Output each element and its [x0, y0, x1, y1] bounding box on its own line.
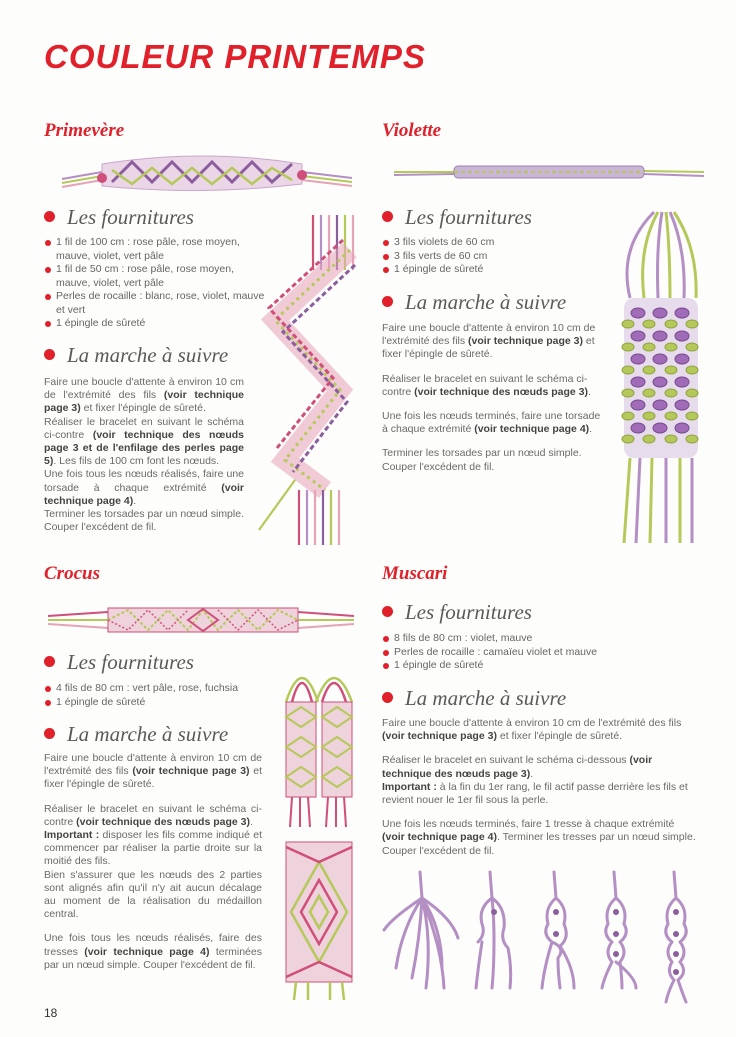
step-paragraph: Réaliser le bracelet en suivant le schéma ci-dessous (voir technique des nœuds page 3).	[382, 754, 653, 780]
list-item: 3 fils verts de 60 cm	[382, 250, 602, 264]
page-number: 18	[44, 1006, 58, 1020]
bullet-icon	[44, 349, 55, 360]
violette-title: Violette	[382, 120, 442, 141]
primevere-supplies-heading: Les fournitures	[44, 205, 194, 230]
muscari-supplies-heading: Les fournitures	[382, 600, 532, 625]
muscari-steps-heading: La marche à suivre	[382, 686, 566, 711]
muscari-step-diagrams	[382, 868, 700, 1018]
step-paragraph: Une fois les nœuds terminés, faire 1 tresse à chaque extrémité (voir technique page 4). Terminer les tresses par un nœud simple. Couper l'excédent de fil.	[382, 818, 696, 857]
list-item: 3 fils violets de 60 cm	[382, 236, 602, 250]
step-paragraph: Bien s'assurer que les nœuds des 2 parties sont alignés afin qu'il n'y ait aucun décalage au moment de la réalisation du médaillon central.	[44, 868, 262, 921]
list-item: 4 fils de 80 cm : vert pâle, rose, fuchsia	[44, 682, 274, 696]
bullet-icon	[382, 296, 393, 307]
list-item: Perles de rocaille : camaïeu violet et mauve	[382, 646, 702, 660]
list-item: 1 fil de 100 cm : rose pâle, rose moyen, mauve, violet, vert pâle	[44, 236, 266, 263]
step-paragraph: Faire une boucle d'attente à environ 10 cm de l'extrémité des fils (voir technique page 3) et fixer l'épingle de sûreté.	[44, 376, 244, 415]
list-item: 1 épingle de sûreté	[382, 659, 702, 673]
muscari-title: Muscari	[382, 563, 448, 584]
violette-bracelet-illustration	[394, 160, 704, 184]
crocus-bracelet-illustration	[48, 600, 354, 640]
primevere-knot-diagram	[255, 210, 365, 550]
primevere-supplies-list	[44, 236, 266, 331]
violette-knot-diagram	[610, 208, 702, 548]
bullet-icon	[44, 728, 55, 739]
violette-steps-heading: La marche à suivre	[382, 290, 566, 315]
step-paragraph: Une fois les nœuds terminés, faire une torsade à chaque extrémité (voir technique page 4).	[382, 410, 601, 436]
step-paragraph: Faire une boucle d'attente à environ 10 cm de l'extrémité des fils (voir technique page 3) et fixer l'épingle de sûreté.	[382, 322, 596, 361]
bullet-icon	[44, 656, 55, 667]
step-paragraph: Réaliser le bracelet en suivant le schéma ci-contre (voir technique des nœuds page 3).	[382, 372, 591, 398]
bullet-icon	[382, 211, 393, 222]
list-item: 1 épingle de sûreté	[382, 263, 602, 277]
step-paragraph: Une fois tous les nœuds réalisés, faire une torsade à chaque extrémité (voir technique page 4).	[44, 468, 244, 507]
list-item: 1 épingle de sûreté	[44, 317, 266, 331]
step-paragraph: Une fois tous les nœuds réalisés, faire des tresses (voir technique page 4) terminées par un nœud simple. Couper l'excédent de fil.	[44, 932, 262, 971]
primevere-steps	[44, 376, 244, 534]
muscari-supplies-list	[382, 632, 702, 673]
step-paragraph: Important : disposer les fils comme indiqué et commencer par réaliser la partie droite sur la moitié des fils.	[44, 829, 262, 868]
step-paragraph: Faire une boucle d'attente à environ 10 cm de l'extrémité des fils (voir technique page 3) et fixer l'épingle de sûreté.	[382, 717, 682, 743]
bullet-icon	[382, 692, 393, 703]
primevere-title: Primevère	[44, 120, 125, 141]
step-paragraph: Important : à la fin du 1er rang, le fil actif passe derrière les fils et revient nouer le 1er fil sous la perle.	[382, 780, 688, 807]
step-paragraph: Terminer les torsades par un nœud simple. Couper l'excédent de fil.	[382, 447, 582, 473]
bullet-icon	[382, 606, 393, 617]
list-item: 1 fil de 50 cm : rose pâle, rose moyen, mauve, violet, vert pâle	[44, 263, 266, 290]
step-paragraph: Réaliser le bracelet en suivant le schéma ci-contre (voir technique des nœuds page 3).	[44, 802, 262, 828]
violette-steps	[382, 322, 604, 485]
violette-supplies-heading: Les fournitures	[382, 205, 532, 230]
list-item: 1 épingle de sûreté	[44, 696, 274, 710]
list-item: Perles de rocaille : blanc, rose, violet, mauve et vert	[44, 290, 266, 317]
crocus-supplies-list	[44, 682, 274, 709]
crocus-title: Crocus	[44, 563, 100, 584]
muscari-steps	[382, 717, 700, 869]
crocus-knot-diagram	[272, 662, 368, 1002]
crocus-supplies-heading: Les fournitures	[44, 650, 194, 675]
list-item: 8 fils de 80 cm : violet, mauve	[382, 632, 702, 646]
step-paragraph: Réaliser le bracelet en suivant le schéma ci-contre (voir technique des nœuds page 3 et de l'enfilage des perles page 5). Les fils de 100 cm font les nœuds.	[44, 415, 244, 468]
violette-supplies-list	[382, 236, 602, 277]
page-title: COULEUR PRINTEMPS	[44, 38, 426, 75]
primevere-steps-heading: La marche à suivre	[44, 343, 228, 368]
crocus-steps-heading: La marche à suivre	[44, 722, 228, 747]
bullet-icon	[44, 211, 55, 222]
step-paragraph: Faire une boucle d'attente à environ 10 cm de l'extrémité des fils (voir technique page 3) et fixer l'épingle de sûreté.	[44, 752, 263, 791]
primevere-bracelet-illustration	[62, 150, 352, 200]
step-paragraph: Terminer les torsades par un nœud simple. Couper l'excédent de fil.	[44, 508, 244, 534]
crocus-steps	[44, 752, 262, 983]
